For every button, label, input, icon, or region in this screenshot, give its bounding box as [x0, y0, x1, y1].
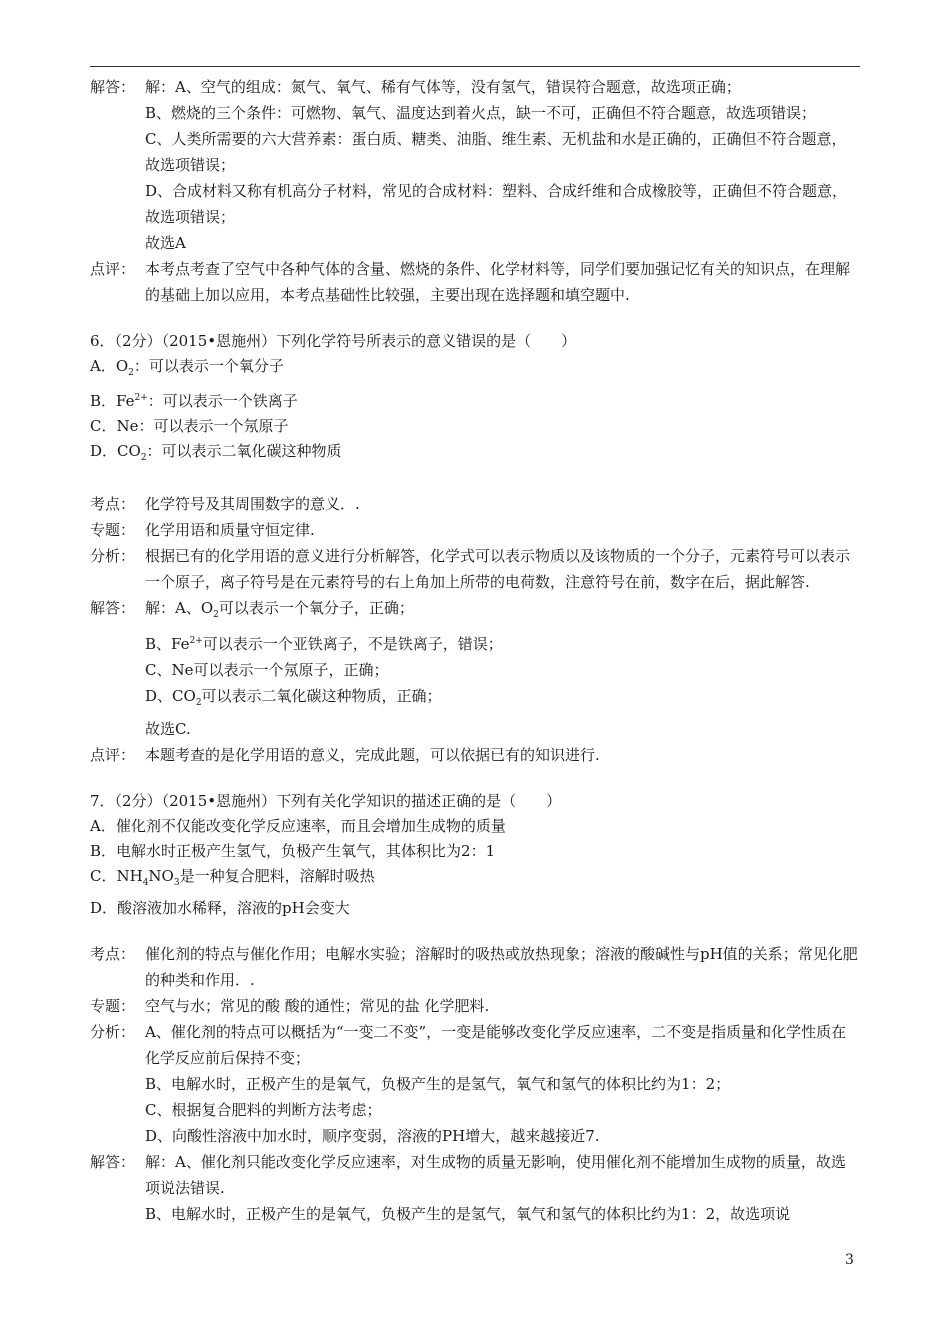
header-rule	[90, 66, 860, 67]
kaodian: 考点： 催化剂的特点与催化作用；电解水实验；溶解时的吸热或放热现象；溶液的酸碱性与pH值的关系；常见化肥的种类和作用．.	[90, 945, 858, 989]
answer-line: B、燃烧的三个条件：可燃物、氧气、温度达到着火点，缺一不可，正确但不符合题意，故选项错误；	[145, 104, 817, 122]
option-d: D．$CO_2$：可以表示二氧化碳这种物质	[90, 442, 342, 463]
fenxi: 分析： 根据已有的化学用语的意义进行分析解答，化学式可以表示物质以及该物质的一个分子，元素符号可以表示一个原子，离子符号是在元素符号的右上角加上所带的电荷数，注意符号在前，数字在后，据此解答.	[90, 547, 851, 591]
answer-line: C、Ne可以表示一个氖原子，正确；	[145, 661, 389, 679]
option-b: B．电解水时正极产生氢气，负极产生氧气，其体积比为2：1	[90, 842, 496, 860]
answer: 解答： 解：A、催化剂只能改变化学反应速率，对生成物的质量无影响，使用催化剂不能增加生成物的质量，故选项说法错误. B、电解水时，正极产生的是氧气，负极产生的是氢气，氧气和氢气的体积比约为1：2，故选项说	[90, 1149, 860, 1227]
answer-line: D、$CO_2$可以表示二氧化碳这种物质，正确；	[145, 687, 442, 708]
question-6	[90, 328, 860, 768]
comment-label: 点评：	[90, 260, 136, 278]
answer-line: 解：A、空气的组成：氮气、氧气、稀有气体等，没有氢气，错误符合题意，故选项正确；	[145, 78, 741, 96]
analysis-line: C、根据复合肥料的判断方法考虑；	[145, 1101, 382, 1119]
analysis-line: D、向酸性溶液中加水时，顺序变弱，溶液的PH增大，越来越接近7.	[145, 1127, 600, 1145]
question-7	[90, 788, 860, 1227]
option-c: C．Ne：可以表示一个氖原子	[90, 417, 289, 435]
comment-text: 本考点考查了空气中各种气体的含量、燃烧的条件、化学材料等，同学们要加强记忆有关的知识点，在理解的基础上加以应用，本考点基础性比较强，主要出现在选择题和填空题中.	[145, 260, 851, 304]
answer-line: B、$Fe^{2+}$可以表示一个亚铁离子，不是铁离子，错误；	[145, 635, 503, 653]
prev-answer	[90, 74, 860, 256]
answer-line: D、合成材料又称有机高分子材料，常见的合成材料：塑料、合成纤维和合成橡胶等，正确但不符合题意，故选项错误；	[145, 182, 848, 226]
option-b: B．$Fe^{2+}$：可以表示一个铁离子	[90, 392, 298, 410]
answer: 解答： 解：A、$O_2$可以表示一个氧分子，正确； B、$Fe^{2+}$可以表示一个亚铁离子，不是铁离子，错误； C、Ne可以表示一个氖原子，正确； D、$CO_2$可以表示二氧化碳这种物质，正确； 故选C.	[90, 595, 860, 742]
answer-line: 故选C.	[145, 720, 191, 738]
kaodian: 考点： 化学符号及其周围数字的意义．.	[90, 495, 360, 513]
zhuanti: 专题： 化学用语和质量守恒定律.	[90, 521, 315, 539]
option-a: A．$O_2$：可以表示一个氧分子	[90, 357, 284, 378]
answer-line: C、人类所需要的六大营养素：蛋白质、糖类、油脂、维生素、无机盐和水是正确的，正确但不符合题意，故选项错误；	[145, 130, 847, 174]
answer-line: 故选A	[145, 234, 186, 252]
answer-label: 解答：	[90, 78, 136, 96]
prev-comment	[90, 256, 860, 308]
zhuanti: 专题： 空气与水；常见的酸 酸的通性；常见的盐 化学肥料.	[90, 997, 490, 1015]
answer-line: B、电解水时，正极产生的是氧气，负极产生的是氢气，氧气和氢气的体积比约为1：2，故选项说	[145, 1205, 791, 1223]
analysis-line: A、催化剂的特点可以概括为“一变二不变”，一变是能够改变化学反应速率，二不变是指质量和化学性质在化学反应前后保持不变；	[145, 1023, 847, 1067]
question-title: 7．（2分）（2015•恩施州）下列有关化学知识的描述正确的是（ ）	[90, 792, 562, 810]
analysis-line: B、电解水时，正极产生的是氧气，负极产生的是氢气，氧气和氢气的体积比约为1：2；	[145, 1075, 731, 1093]
document-body	[90, 74, 860, 1227]
answer-line: 解：A、催化剂只能改变化学反应速率，对生成物的质量无影响，使用催化剂不能增加生成物的质量，故选项说法错误.	[145, 1153, 846, 1197]
answer-line: 解：A、$O_2$可以表示一个氧分子，正确；	[145, 599, 414, 620]
fenxi: 分析： A、催化剂的特点可以概括为“一变二不变”，一变是能够改变化学反应速率，二不变是指质量和化学性质在化学反应前后保持不变； B、电解水时，正极产生的是氧气，负极产生的是氢气，氧气和氢气的体积比约为1：2； C、根据复合肥料的判断方法考虑； D、向酸性溶液中加水时，顺序变弱，溶液的PH增大，越来越接近7.	[90, 1019, 860, 1149]
option-a: A．催化剂不仅能改变化学反应速率，而且会增加生成物的质量	[90, 817, 506, 835]
comment: 点评： 本题考查的是化学用语的意义，完成此题，可以依据已有的知识进行.	[90, 746, 600, 764]
page-number: 3	[845, 1252, 854, 1268]
question-title: 6．（2分）（2015•恩施州）下列化学符号所表示的意义错误的是（ ）	[90, 332, 577, 350]
option-c: C．$NH_4NO_3$是一种复合肥料，溶解时吸热	[90, 867, 375, 888]
option-d: D．酸溶液加水稀释，溶液的pH会变大	[90, 899, 350, 917]
